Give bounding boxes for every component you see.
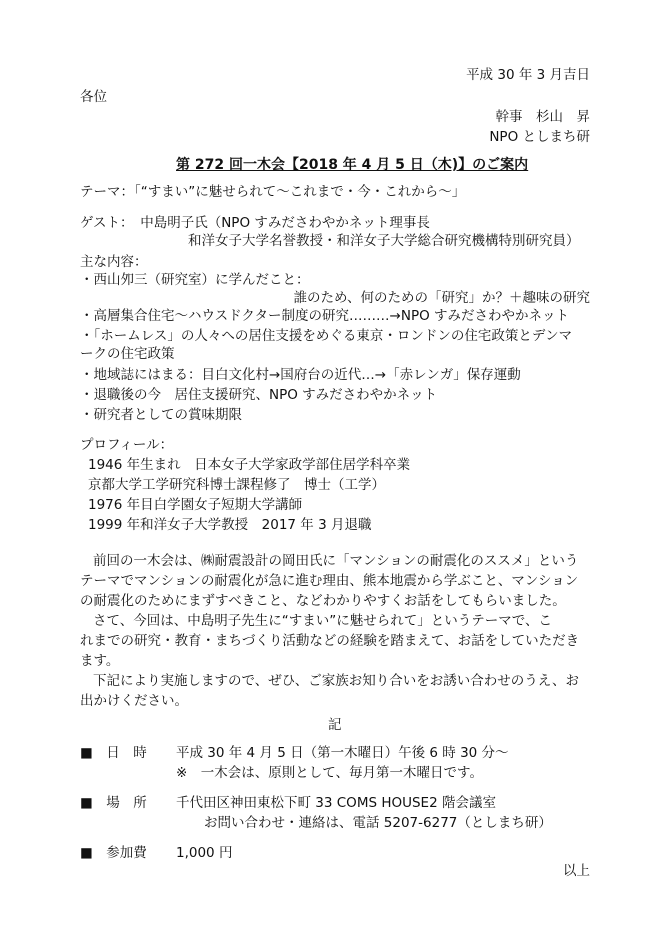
document-title: 第 272 回一木会【2018 年 4 月 5 日（木)】のご案内 <box>176 157 529 173</box>
contents-item: ・「ホームレス」の人々への居住支援をめぐる東京・ロンドンの住宅政策とデンマ <box>80 328 573 344</box>
addressee: 各位 <box>80 89 107 105</box>
guest-line-1: ゲスト： 中島明子氏（NPO すみださわやかネット理事長 <box>80 215 430 231</box>
contents-item: ・研究者としての賞味期限 <box>80 407 242 423</box>
profile-line: 1976 年目白学園女子短期大学講師 <box>88 497 303 513</box>
document-date: 平成 30 年 3 月吉日 <box>466 67 590 83</box>
date-note: ※ 一木会は、原則として、毎月第一木曜日です。 <box>176 765 483 781</box>
body-paragraph-line: 前回の一木会は、㈱耐震設計の岡田氏に「マンションの耐震化のススメ」という <box>93 553 579 569</box>
body-paragraph-line: の耐震化のためにまずすべきこと、などわかりやすくお話をしてもらいました。 <box>80 593 566 609</box>
profile-line: 1946 年生まれ 日本女子大学家政学部住居学科卒業 <box>88 457 411 473</box>
profile-heading: プロフィール： <box>80 437 174 453</box>
place-label: ■ 場 所 <box>80 795 147 811</box>
closing-mark: 以上 <box>563 863 590 879</box>
ki-mark: 記 <box>328 717 342 733</box>
body-paragraph-line: 出かけください。 <box>80 693 188 709</box>
date-value: 平成 30 年 4 月 5 日（第一木曜日）午後 6 時 30 分〜 <box>176 745 509 761</box>
profile-line: 1999 年和洋女子大学教授 2017 年 3 月退職 <box>88 517 372 533</box>
fee-label: ■ 参加費 <box>80 845 147 861</box>
contents-item: ・高層集合住宅〜ハウスドクター制度の研究………→NPO すみださわやかネット <box>80 308 570 324</box>
guest-line-2: 和洋女子大学名誉教授・和洋女子大学総合研究機構特別研究員） <box>188 233 580 249</box>
contents-item: ・退職後の今 居住支援研究、NPO すみださわやかネット <box>80 387 438 403</box>
theme-line: テーマ：「“すまい”に魅せられて〜これまで・今・これから〜」 <box>80 184 466 200</box>
body-paragraph-line: ます。 <box>80 653 120 669</box>
sender-role: 幹事 杉山 昇 <box>495 109 590 125</box>
place-value: 千代田区神田東松下町 33 COMS HOUSE2 階会議室 <box>176 795 496 811</box>
fee-value: 1,000 円 <box>176 845 233 861</box>
body-paragraph-line: 下記により実施しますので、ぜひ、ご家族お知り合いをお誘い合わせのうえ、お <box>93 673 579 689</box>
body-paragraph-line: さて、今回は、中島明子先生に“すまい”に魅せられて」というテーマで、こ <box>93 613 552 629</box>
contents-item: ・地域誌にはまる：目白文化村→国府台の近代…→「赤レンガ」保存運動 <box>80 367 521 383</box>
sender-org: NPO としまち研 <box>489 129 590 145</box>
contents-item: ・西山夘三（研究室）に学んだこと： <box>80 272 310 288</box>
contents-item: ークの住宅政策 <box>80 346 175 362</box>
profile-line: 京都大学工学研究科博士課程修了 博士（工学） <box>88 477 385 493</box>
body-paragraph-line: れまでの研究・教育・まちづくり活動などの経験を踏まえて、お話をしていただき <box>80 633 580 649</box>
place-contact: お問い合わせ・連絡は、電話 5207-6277（としまち研） <box>204 815 552 831</box>
contents-item: 誰のため、何のための「研究」か？＋趣味の研究 <box>293 290 590 306</box>
body-paragraph-line: テーマでマンションの耐震化が急に進む理由、熊本地震から学ぶこと、マンション <box>80 573 579 589</box>
contents-heading: 主な内容： <box>80 254 148 270</box>
date-label: ■ 日 時 <box>80 745 147 761</box>
